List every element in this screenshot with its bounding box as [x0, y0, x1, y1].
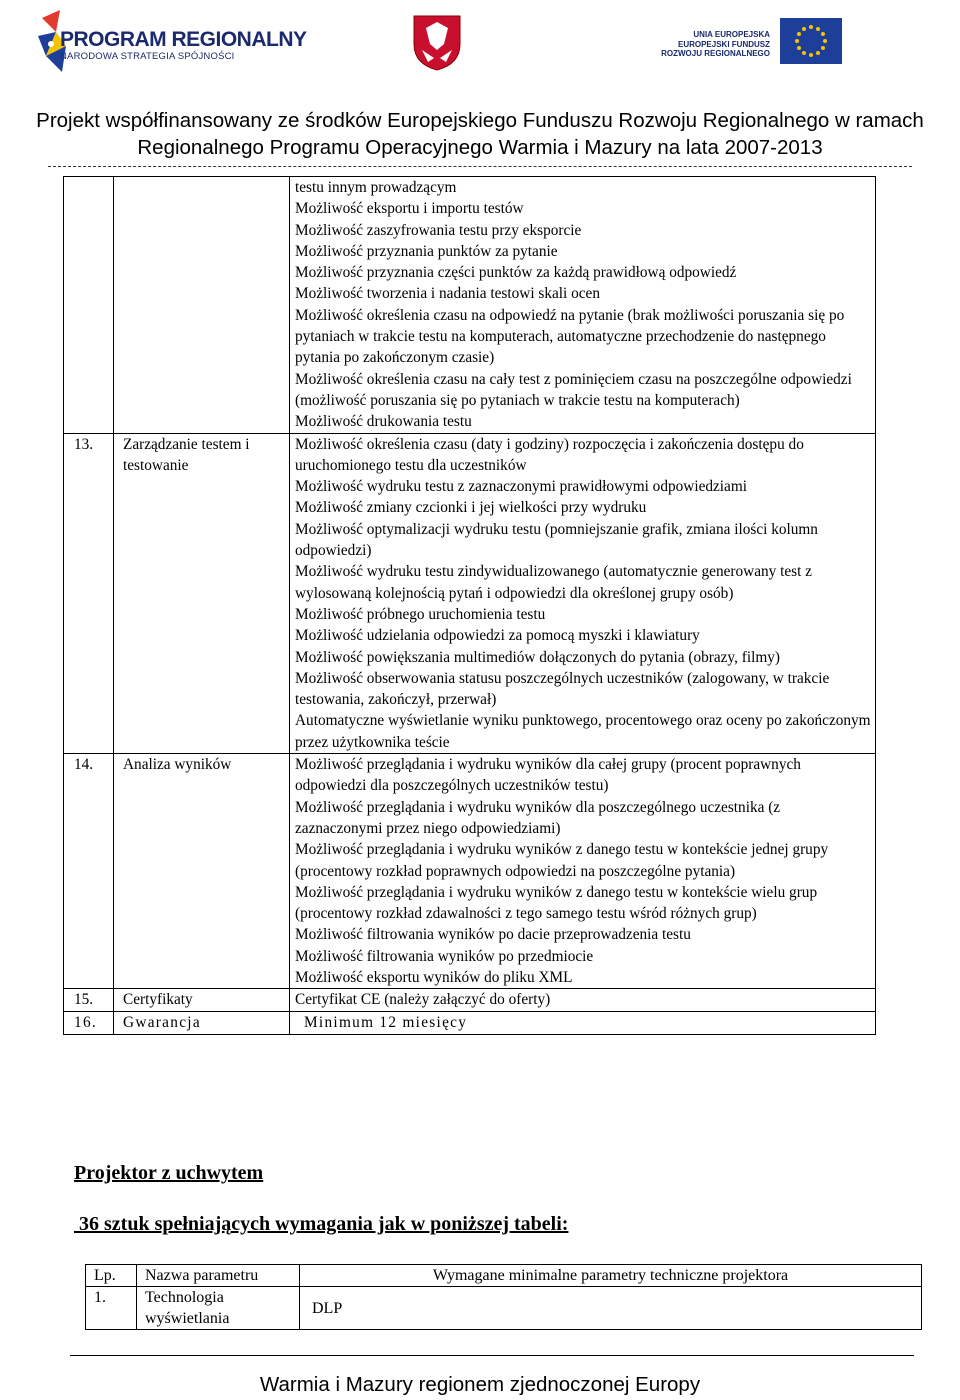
list-item: Możliwość zaszyfrowania testu przy eksporcie: [295, 221, 582, 239]
logo-strip: [0, 0, 960, 100]
requirements-cell: [290, 433, 876, 753]
list-item: Możliwość eksportu i importu testów: [295, 200, 524, 218]
list-item: Możliwość przeglądania i wydruku wyników dla poszczególnego uczestnika (z zaznaczonymi przez niego odpowiedziami): [295, 798, 781, 837]
list-item: Możliwość eksportu wyników do pliku XML: [295, 968, 573, 986]
list-item: Możliwość określenia czasu (daty i godziny) rozpoczęcia i zakończenia dostępu do uruchomionego testu dla uczestników: [295, 435, 804, 474]
value-cell: DLP: [300, 1287, 922, 1330]
list-item: Możliwość wydruku testu z zaznaczonymi prawidłowymi odpowiedziami: [295, 478, 747, 496]
eu-label: [654, 30, 770, 59]
section-subtitle: 36 sztuk spełniających wymagania jak w poniższej tabeli:: [74, 1213, 569, 1235]
warmia-mazury-crest-icon: [412, 14, 462, 72]
list-item: Możliwość drukowania testu: [295, 413, 472, 431]
name-cell: Gwarancja: [114, 1012, 290, 1035]
column-header: Lp.: [86, 1265, 137, 1287]
list-item: Możliwość określenia czasu na cały test z pominięciem czasu na poszczególne odpowiedzi (możliwość poruszania się po pytaniach w trakcie testu na komputerach): [295, 370, 852, 409]
list-item: Możliwość filtrowania wyników po dacie przeprowadzenia testu: [295, 926, 691, 944]
requirements-cell: [290, 754, 876, 989]
requirements-cell: [290, 1012, 876, 1035]
list-item: Minimum 12 miesięcy: [304, 1014, 468, 1032]
table-row: [64, 989, 876, 1012]
name-cell: Technologia wyświetlania: [137, 1287, 300, 1330]
lp-cell: 15.: [64, 989, 114, 1012]
program-title: PROGRAM REGIONALNY: [60, 28, 307, 51]
header-divider: [48, 166, 912, 167]
table-row: [64, 433, 876, 753]
column-header: Nazwa parametru: [137, 1265, 300, 1287]
list-item: Możliwość wydruku testu zindywidualizowanego (automatycznie generowany test z wylosowaną kolejnością pytań i odpowiedzi dla określonej grupy osób): [295, 563, 812, 602]
footer-slogan: Warmia i Mazury regionem zjednoczonej Europy: [259, 1373, 701, 1396]
lp-cell: 14.: [64, 754, 114, 989]
program-subtitle: NARODOWA STRATEGIA SPÓJNOŚCI: [60, 51, 235, 62]
project-header: [0, 107, 960, 161]
list-item: Automatyczne wyświetlanie wyniku punktowego, procentowego oraz oceny po zakończonym przez użytkownika teście: [295, 712, 871, 751]
name-cell: Certyfikaty: [114, 989, 290, 1012]
table-row: [64, 754, 876, 989]
list-item: Możliwość obserwowania statusu poszczególnych uczestników (zalogowany, w trakcie testowania, zakończył, przerwał): [295, 669, 830, 709]
lp-cell: 1.: [86, 1287, 137, 1330]
section-title: Projektor z uchwytem: [74, 1162, 264, 1184]
list-item: Certyfikat CE (należy załączyć do oferty): [295, 991, 551, 1009]
requirements-cell: [290, 989, 876, 1012]
list-item: Możliwość przeglądania i wydruku wyników dla całej grupy (procent poprawnych odpowiedzi dla poszczególnych uczestników testu): [295, 756, 801, 795]
list-item: testu innym prowadzącym: [295, 179, 457, 196]
list-item: Możliwość przyznania części punktów za każdą prawidłową odpowiedź: [295, 264, 737, 282]
header-line-1: Projekt współfinansowany ze środków Europejskiego Funduszu Rozwoju Regionalnego w ramach: [36, 109, 924, 132]
table-row: [64, 177, 876, 434]
name-cell: [114, 177, 290, 434]
table-header-row: [86, 1265, 922, 1287]
list-item: Możliwość udzielania odpowiedzi za pomocą myszki i klawiatury: [295, 627, 700, 645]
header-line-2: Regionalnego Programu Operacyjnego Warmia i Mazury na lata 2007-2013: [137, 136, 823, 159]
lp-cell: 13.: [64, 433, 114, 753]
list-item: Możliwość przeglądania i wydruku wyników z danego testu w kontekście jednej grupy (procentowy rozkład poprawnych odpowiedzi na poszczególne pytania): [295, 841, 829, 880]
footer-divider: [70, 1355, 914, 1356]
lp-cell: 16.: [64, 1012, 114, 1035]
requirements-table: [63, 176, 876, 1035]
table-row: [64, 1012, 876, 1035]
list-item: Możliwość próbnego uruchomienia testu: [295, 605, 546, 623]
list-item: Możliwość filtrowania wyników po przedmiocie: [295, 947, 594, 965]
list-item: Możliwość zmiany czcionki i jej wielkości przy wydruku: [295, 499, 647, 517]
name-cell: Zarządzanie testem i testowanie: [114, 433, 290, 753]
projector-table: [85, 1264, 922, 1330]
eu-flag-icon: [780, 18, 842, 64]
eu-line-1: UNIA EUROPEJSKA: [693, 30, 770, 39]
lp-cell: [64, 177, 114, 434]
eu-line-2: EUROPEJSKI FUNDUSZ: [677, 39, 770, 49]
list-item: Możliwość tworzenia i nadania testowi skali ocen: [295, 285, 600, 303]
list-item: Możliwość określenia czasu na odpowiedź na pytanie (brak możliwości poruszania się po pytaniach w trakcie testu na komputerach, automatyczne przechodzenie do następnego pytania po zakończonym czasie): [295, 306, 845, 367]
column-header: Wymagane minimalne parametry techniczne projektora: [300, 1265, 922, 1287]
list-item: Możliwość optymalizacji wydruku testu (pomniejszanie grafik, zmiana ilości kolumn odpowiedzi): [295, 520, 818, 560]
eu-line-3: ROZWOJU REGIONALNEGO: [661, 49, 770, 58]
requirements-cell: [290, 177, 876, 434]
list-item: Możliwość przeglądania i wydruku wyników z danego testu w kontekście wielu grup (procentowy rozkład zdawalności z tego samego testu wśród różnych grup): [295, 883, 818, 923]
name-cell: Analiza wyników: [114, 754, 290, 989]
list-item: Możliwość powiększania multimediów dołączonych do pytania (obrazy, filmy): [295, 648, 780, 666]
list-item: Możliwość przyznania punktów za pytanie: [295, 242, 558, 260]
table-row: [86, 1287, 922, 1330]
